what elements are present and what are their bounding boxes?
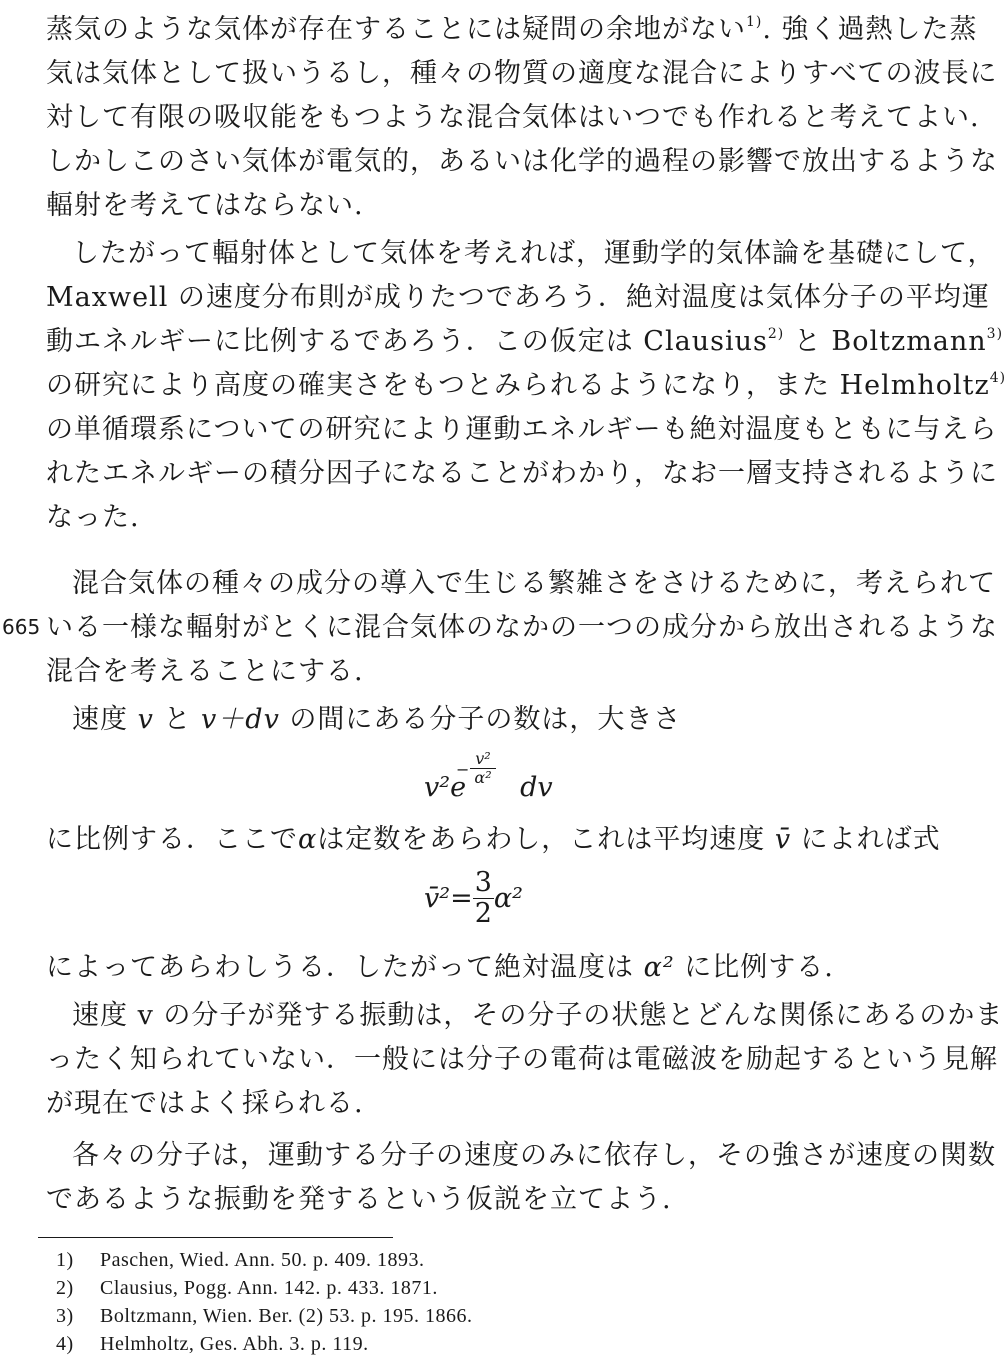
margin-page-number: 665 [2, 615, 41, 639]
body-line: なった. [46, 502, 140, 533]
body-line: 気は気体として扱いうるし，種々の物質の適度な混合によりすべての波長に [46, 58, 998, 89]
body-line: 輻射を考えてはならない. [46, 190, 364, 221]
body-line: 各々の分子は，運動する分子の速度のみに依存し，その強さが速度の関数 [72, 1140, 996, 1171]
footnote: 2) Clausius, Pogg. Ann. 142. p. 433. 1871. [56, 1277, 438, 1299]
body-line: が現在ではよく採られる. [46, 1088, 364, 1119]
footnote: 4) Helmholtz, Ges. Abh. 3. p. 119. [56, 1333, 369, 1355]
footnote-ref[interactable]: 1) [746, 14, 763, 30]
equation-mean-velocity: v̄²= $\frac{3}{2}$ α² [424, 867, 523, 929]
footnote-divider [38, 1237, 393, 1238]
body-line: の単循環系についての研究により運動エネルギーも絶対温度もともに与えら [46, 414, 998, 445]
body-line: 対して有限の吸収能をもつような混合気体はいつでも作れると考えてよい. [46, 102, 980, 133]
exponent-sign: − [456, 760, 470, 779]
footnote: 1) Paschen, Wied. Ann. 50. p. 409. 1893. [56, 1249, 425, 1271]
footnote-ref[interactable]: 2) [767, 326, 785, 342]
exponent-fraction: v² α² [470, 750, 496, 787]
body-line: 速度 v と v＋dv の間にある分子の数は，大きさ [72, 704, 682, 735]
body-line: であるような振動を発するという仮説を立てよう. [46, 1184, 672, 1215]
footnote-ref[interactable]: 4) [989, 370, 1006, 386]
body-line: 混合気体の種々の成分の導入で生じる繁雑さをさけるために，考えられて [72, 568, 996, 599]
body-line: いる一様な輻射がとくに混合気体のなかの一つの成分から放出されるような [46, 612, 998, 643]
footnote: 3) Boltzmann, Wien. Ber. (2) 53. p. 195. 1866. [56, 1305, 473, 1327]
footnote-ref[interactable]: 3) [986, 326, 1004, 342]
body-line: ったく知られていない．一般には分子の電荷は電磁波を励起するという見解 [46, 1044, 998, 1075]
body-line: 蒸気のような気体が存在することには疑問の余地がない$^{1)}$. 強く過熱した蒸 [46, 14, 978, 45]
body-line: 速度 v の分子が発する振動は，その分子の状態とどんな関係にあるのかま [72, 1000, 1004, 1031]
body-line: Maxwell の速度分布則が成りたつであろう．絶対温度は気体分子の平均運 [46, 282, 990, 313]
body-line: しかしこのさい気体が電気的，あるいは化学的過程の影響で放出するような [46, 146, 998, 177]
body-line: したがって輻射体として気体を考えれば，運動学的気体論を基礎にして， [72, 238, 996, 269]
body-line: れたエネルギーの積分因子になることがわかり，なお一層支持されるように [46, 458, 998, 489]
equation-maxwell: v²e dv [424, 772, 553, 803]
body-line: の研究により高度の確実さをもつとみられるようになり，また Helmholtz$^{4)}$ [46, 370, 1006, 401]
body-line: に比例する．ここでαは定数をあらわし，これは平均速度 v̄ によれば式 [46, 824, 941, 855]
body-line: によってあらわしうる．したがって絶対温度は α² に比例する. [46, 952, 834, 983]
body-line: 動エネルギーに比例するであろう．この仮定は Clausius$^{2)}$ と Boltzmann$^{3)}$ [46, 326, 1004, 357]
body-line: 混合を考えることにする. [46, 656, 364, 687]
